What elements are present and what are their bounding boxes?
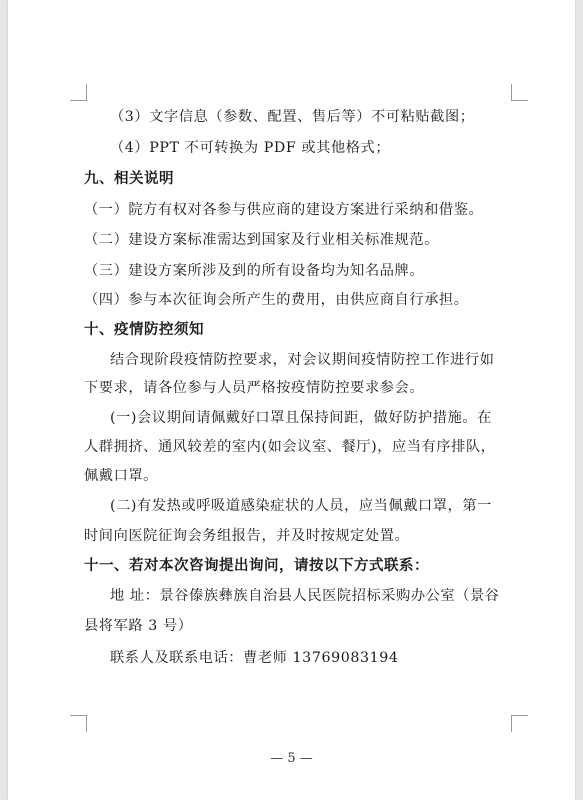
body-line: （三）建设方案所涉及到的所有设备均为知名品牌。 bbox=[84, 263, 425, 279]
corner-mark-top-left bbox=[70, 84, 87, 101]
body-line: （四）参与本次征询会所产生的费用，由供应商自行承担。 bbox=[84, 292, 469, 308]
body-line: 下要求，请各位参与人员严格按疫情防控要求参会。 bbox=[84, 380, 425, 396]
corner-mark-top-right bbox=[511, 84, 528, 101]
body-line: （一）院方有权对各参与供应商的建设方案进行采纳和借鉴。 bbox=[84, 202, 484, 218]
body-line: (二)有发热或呼吸道感染症状的人员，应当佩戴口罩，第一 bbox=[110, 498, 492, 514]
page-number: — 5 — bbox=[270, 751, 313, 766]
contact-line: 联系人及联系电话：曹老师 13769083194 bbox=[110, 650, 399, 666]
section-heading-10: 十、疫情防控须知 bbox=[84, 322, 204, 338]
body-line: (一)会议期间请佩戴好口罩且保持间距，做好防护措施。在 bbox=[110, 410, 492, 426]
body-line: 结合现阶段疫情防控要求，对会议期间疫情防控工作进行如 bbox=[110, 352, 495, 368]
body-line: 时间向医院征询会务组报告，并及时按规定处置。 bbox=[84, 528, 410, 544]
body-line: 佩戴口罩。 bbox=[84, 468, 158, 484]
corner-mark-bottom-right bbox=[511, 715, 528, 732]
section-heading-11: 十一、若对本次咨询提出询问，请按以下方式联系： bbox=[84, 558, 429, 574]
body-line: （3）文字信息（参数、配置、售后等）不可粘贴截图； bbox=[110, 109, 475, 125]
body-line: （二）建设方案标准需达到国家及行业相关标准规范。 bbox=[84, 232, 439, 248]
body-line: 人群拥挤、通风较差的室内(如会议室、餐厅)，应当有序排队， bbox=[84, 439, 496, 455]
corner-mark-bottom-left bbox=[70, 715, 87, 732]
address-line: 县将军路 3 号） bbox=[84, 618, 193, 634]
body-line: （4）PPT 不可转换为 PDF 或其他格式； bbox=[110, 140, 391, 156]
section-heading-9: 九、相关说明 bbox=[84, 171, 174, 187]
address-line: 地 址：景谷傣族彝族自治县人民医院招标采购办公室（景谷 bbox=[110, 588, 500, 604]
document-page bbox=[8, 0, 575, 800]
